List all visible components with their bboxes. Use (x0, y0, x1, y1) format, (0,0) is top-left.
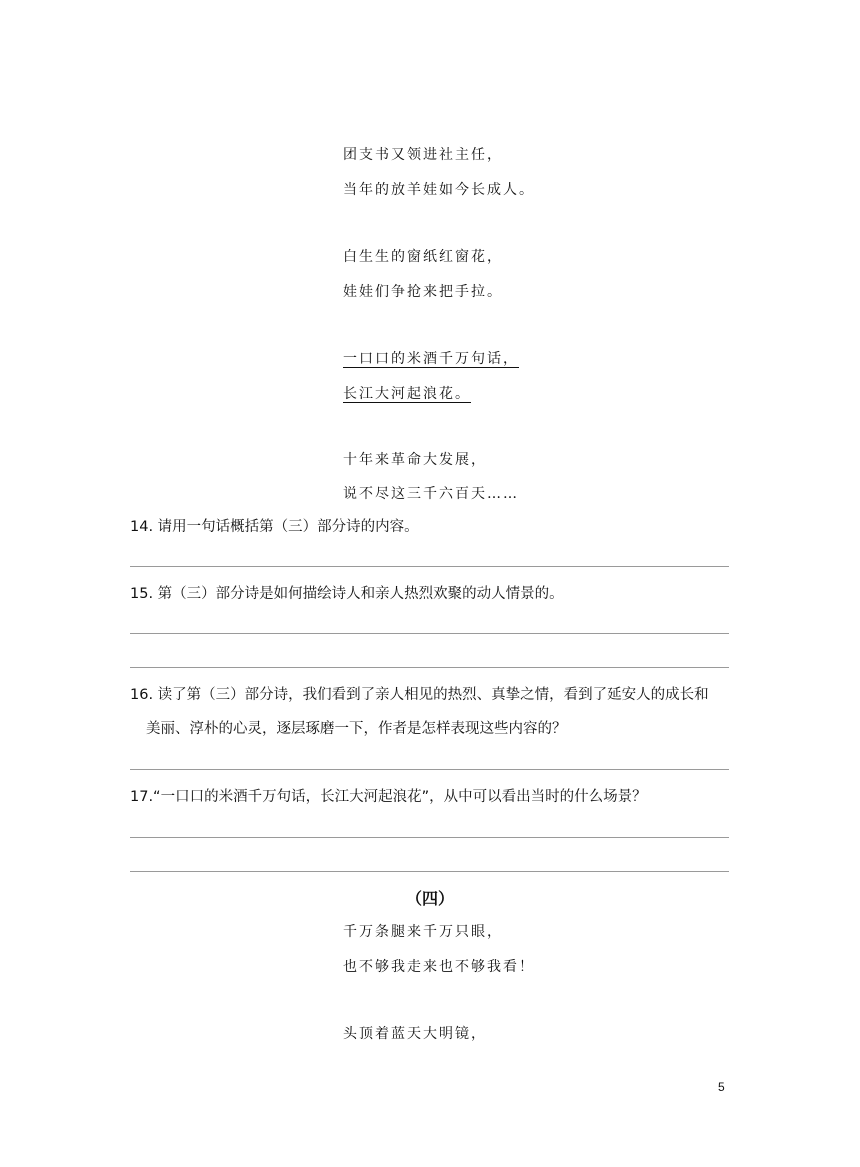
poem-line: 娃娃们争抢来把手拉。 (343, 284, 503, 300)
answer-line (130, 871, 729, 872)
question-14: 14. 请用一句话概括第（三）部分诗的内容。 (130, 519, 419, 535)
poem-line: 团支书又领进社主任， (343, 147, 503, 163)
answer-line (130, 633, 729, 634)
poem-line: 头顶着蓝天大明镜， (343, 1026, 487, 1042)
poem-line: 十年来革命大发展， (343, 452, 487, 468)
question-17: 17.“一口口的米酒千万句话，长江大河起浪花”，从中可以看出当时的什么场景？ (130, 789, 647, 805)
poem-line: 也不够我走来也不够我看！ (343, 959, 535, 975)
answer-line (130, 837, 729, 838)
poem-line-underlined: 长江大河起浪花。 (343, 386, 471, 402)
question-16: 16. 读了第（三）部分诗，我们看到了亲人相见的热烈、真挚之情，看到了延安人的成长和 (130, 687, 709, 703)
poem-line: 千万条腿来千万只眼， (343, 924, 503, 940)
question-15: 15. 第（三）部分诗是如何描绘诗人和亲人热烈欢聚的动人情景的。 (130, 586, 564, 602)
page-number: 5 (718, 1080, 725, 1094)
poem-line: 当年的放羊娃如今长成人。 (343, 182, 535, 198)
poem-line: 说不尽这三千六百天…… (343, 486, 519, 502)
answer-line (130, 667, 729, 668)
answer-line (130, 769, 729, 770)
question-16-continued: 美丽、淳朴的心灵，逐层琢磨一下，作者是怎样表现这些内容的？ (146, 721, 567, 737)
answer-line (130, 566, 729, 567)
poem-line-underlined: 一口口的米酒千万句话， (343, 351, 519, 367)
poem-line: 白生生的窗纸红窗花， (343, 249, 503, 265)
section-heading: （四） (405, 889, 454, 908)
